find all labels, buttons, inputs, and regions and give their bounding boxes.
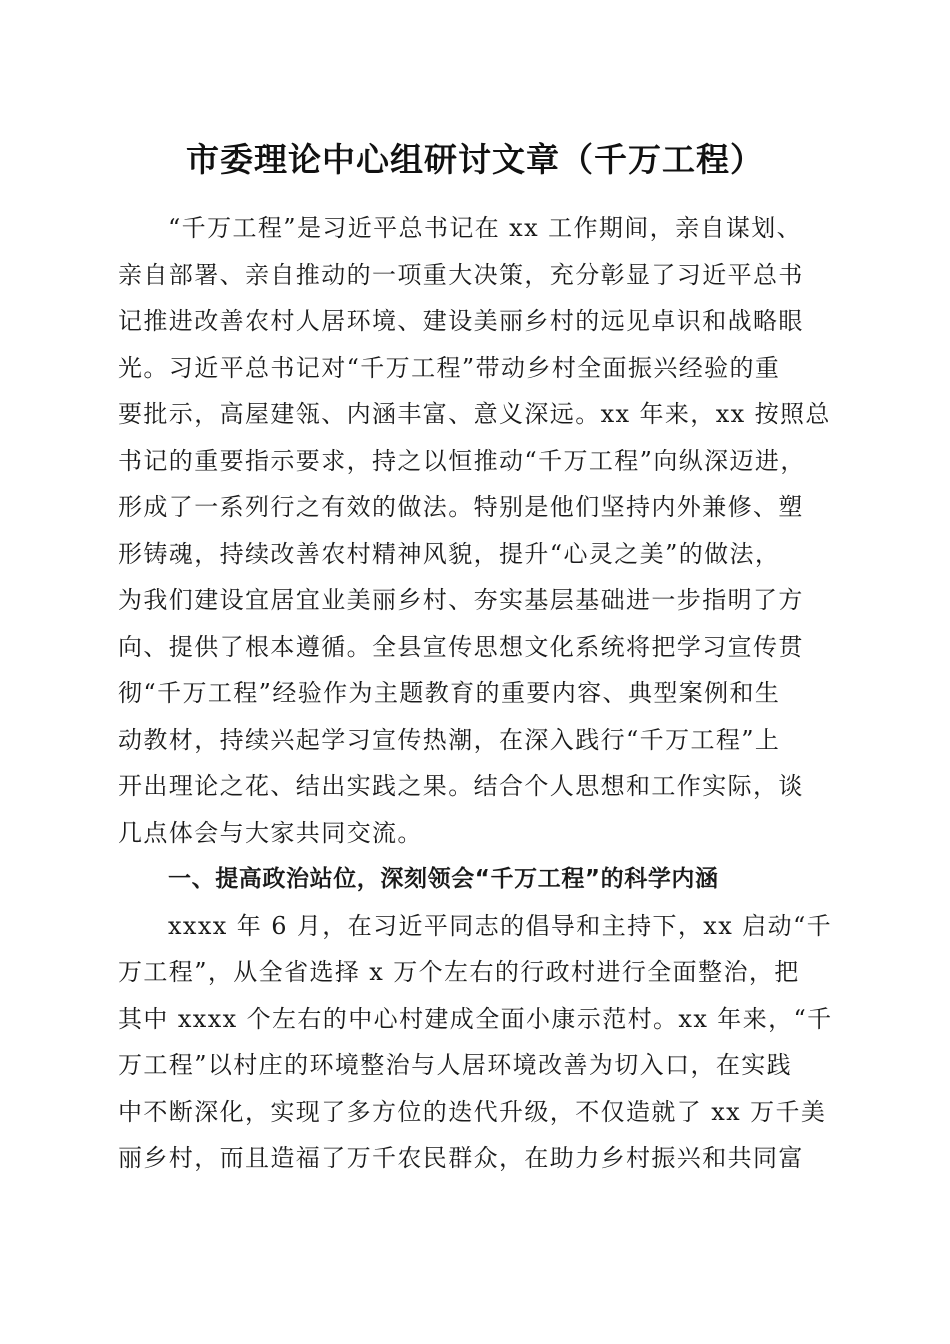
paragraph-line: 丽乡村，而且造福了万千农民群众，在助力乡村振兴和共同富 <box>118 1144 804 1172</box>
document-title: 市委理论中心组研讨文章（千万工程） <box>186 140 764 179</box>
paragraph-line: “千万工程”是习近平总书记在 xx 工作期间，亲自谋划、 <box>168 214 803 242</box>
paragraph-line: 光。习近平总书记对“千万工程”带动乡村全面振兴经验的重 <box>118 353 781 382</box>
paragraph-line: 万工程”以村庄的环境整治与人居环境改善为切入口，在实践 <box>118 1051 793 1079</box>
section-heading: 一、提高政治站位，深刻领会“千万工程”的科学内涵 <box>168 866 719 892</box>
paragraph-line: 形铸魂，持续改善农村精神风貌，提升“心灵之美”的做法， <box>118 539 781 568</box>
paragraph-line: 向、提供了根本遵循。全县宣传思想文化系统将把学习宣传贯 <box>118 632 804 661</box>
paragraph-line: 开出理论之花、结出实践之果。结合个人思想和工作实际，谈 <box>118 772 804 800</box>
document-body <box>118 205 838 1182</box>
paragraph-line: 要批示，高屋建瓴、内涵丰富、意义深远。xx 年来，xx 按照总 <box>118 400 831 428</box>
paragraph-line: 彻“千万工程”经验作为主题教育的重要内容、典型案例和生 <box>118 679 781 707</box>
paragraph-line: 亲自部署、亲自推动的一项重大决策，充分彰显了习近平总书 <box>118 260 804 289</box>
paragraph-line: xxxx 年 6 月，在习近平同志的倡导和主持下，xx 启动“千 <box>168 911 833 940</box>
paragraph-line: 动教材，持续兴起学习宣传热潮，在深入践行“千万工程”上 <box>118 725 781 754</box>
paragraph-line: 为我们建设宜居宜业美丽乡村、夯实基层基础进一步指明了方 <box>118 586 804 614</box>
paragraph-line: 记推进改善农村人居环境、建设美丽乡村的远见卓识和战略眼 <box>118 307 804 335</box>
paragraph-line: 其中 xxxx 个左右的中心村建成全面小康示范村。xx 年来，“千 <box>118 1004 833 1033</box>
paragraph-line: 中不断深化，实现了多方位的迭代升级，不仅造就了 xx 万千美 <box>118 1097 827 1126</box>
paragraph-line: 几点体会与大家共同交流。 <box>118 818 423 847</box>
paragraph-line: 形成了一系列行之有效的做法。特别是他们坚持内外兼修、塑 <box>118 493 804 521</box>
paragraph-line: 书记的重要指示要求，持之以恒推动“千万工程”向纵深迈进， <box>118 446 806 475</box>
paragraph-line: 万工程”，从全省选择 x 万个左右的行政村进行全面整治，把 <box>118 958 800 986</box>
